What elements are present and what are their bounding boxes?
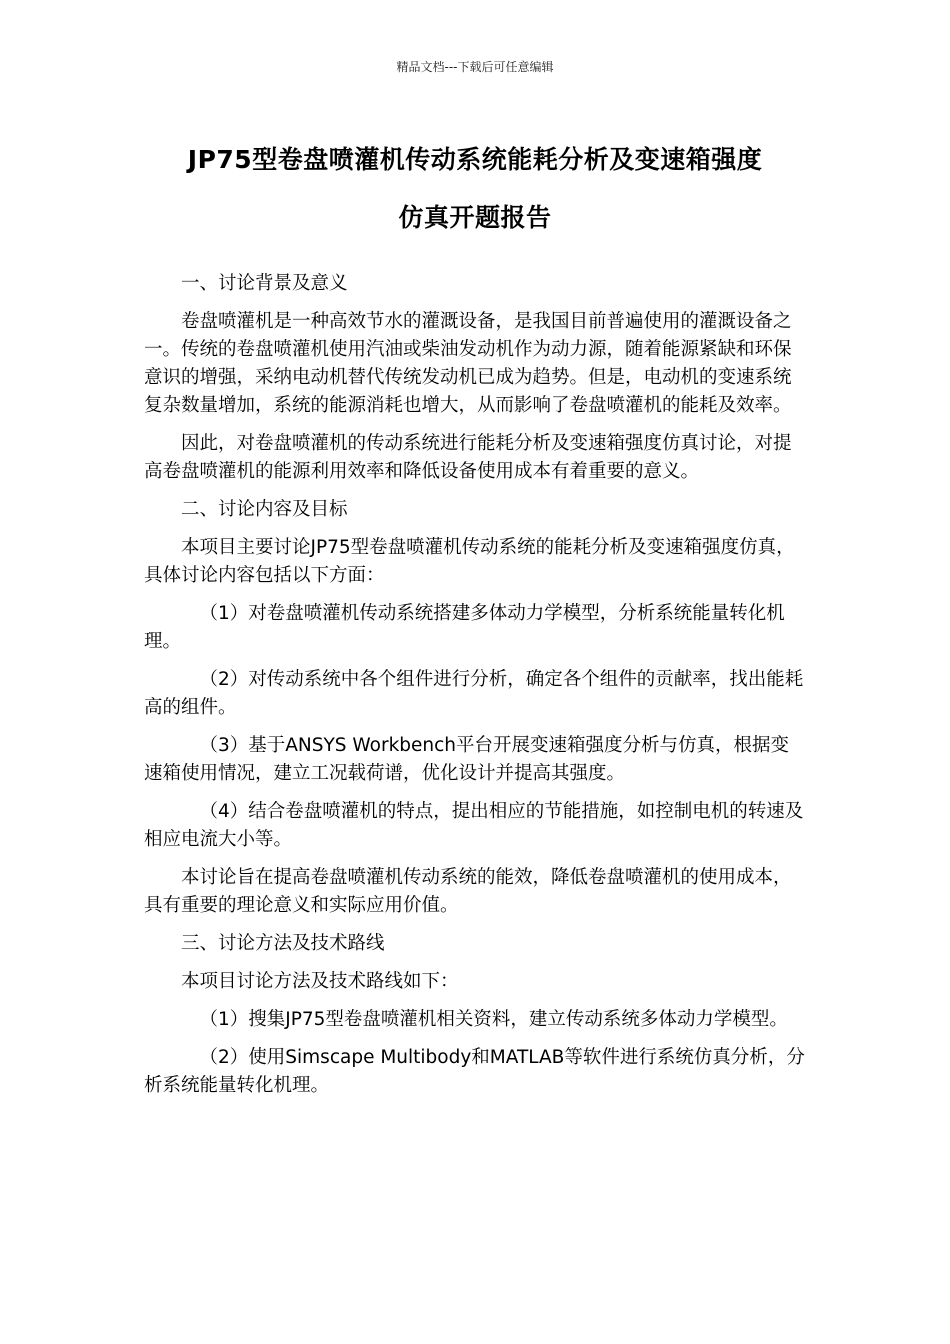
document-title-line-2: 仿真开题报告	[398, 203, 552, 232]
paragraph-methods-intro: 本项目讨论方法及技术路线如下：	[181, 971, 459, 992]
list-item-methods-1: （1）搜集JP75型卷盘喷灌机相关资料，建立传动系统多体动力学模型。	[199, 1009, 788, 1030]
section-heading-methods: 三、讨论方法及技术路线	[181, 933, 385, 954]
list-item-content-3: （3）基于ANSYS Workbench平台开展变速箱强度分析与仿真，根据变速箱使用情况，建立工况载荷谱，优化设计并提高其强度。	[144, 735, 790, 784]
section-heading-background: 一、讨论背景及意义	[181, 273, 348, 294]
list-item-content-4: （4）结合卷盘喷灌机的特点，提出相应的节能措施，如控制电机的转速及相应电流大小等。	[144, 801, 804, 850]
page-header: 精品文档---下载后可任意编辑	[396, 60, 554, 74]
list-item-content-2: （2）对传动系统中各个组件进行分析，确定各个组件的贡献率，找出能耗高的组件。	[144, 669, 804, 718]
paragraph-background-1: 卷盘喷灌机是一种高效节水的灌溉设备，是我国目前普遍使用的灌溉设备之一。传统的卷盘喷灌机使用汽油或柴油发动机作为动力源，随着能源紧缺和环保意识的增强，采纳电动机替代传统发动机已成为趋势。但是，电动机的变速系统复杂数量增加，系统的能源消耗也增大，从而影响了卷盘喷灌机的能耗及效率。	[144, 311, 792, 416]
section-heading-content: 二、讨论内容及目标	[181, 499, 348, 520]
document-body	[144, 270, 806, 1110]
paragraph-background-2: 因此，对卷盘喷灌机的传动系统进行能耗分析及变速箱强度仿真讨论，对提高卷盘喷灌机的能源利用效率和降低设备使用成本有着重要的意义。	[144, 433, 792, 482]
document-title-line-1: JP75型卷盘喷灌机传动系统能耗分析及变速箱强度	[187, 145, 763, 174]
list-item-content-1: （1）对卷盘喷灌机传动系统搭建多体动力学模型，分析系统能量转化机理。	[144, 603, 785, 652]
list-item-methods-2: （2）使用Simscape Multibody和MATLAB等软件进行系统仿真分析，分析系统能量转化机理。	[144, 1047, 805, 1096]
paragraph-content-intro: 本项目主要讨论JP75型卷盘喷灌机传动系统的能耗分析及变速箱强度仿真，具体讨论内容包括以下方面：	[144, 537, 795, 586]
paragraph-content-summary: 本讨论旨在提高卷盘喷灌机传动系统的能效，降低卷盘喷灌机的使用成本，具有重要的理论意义和实际应用价值。	[144, 867, 792, 916]
